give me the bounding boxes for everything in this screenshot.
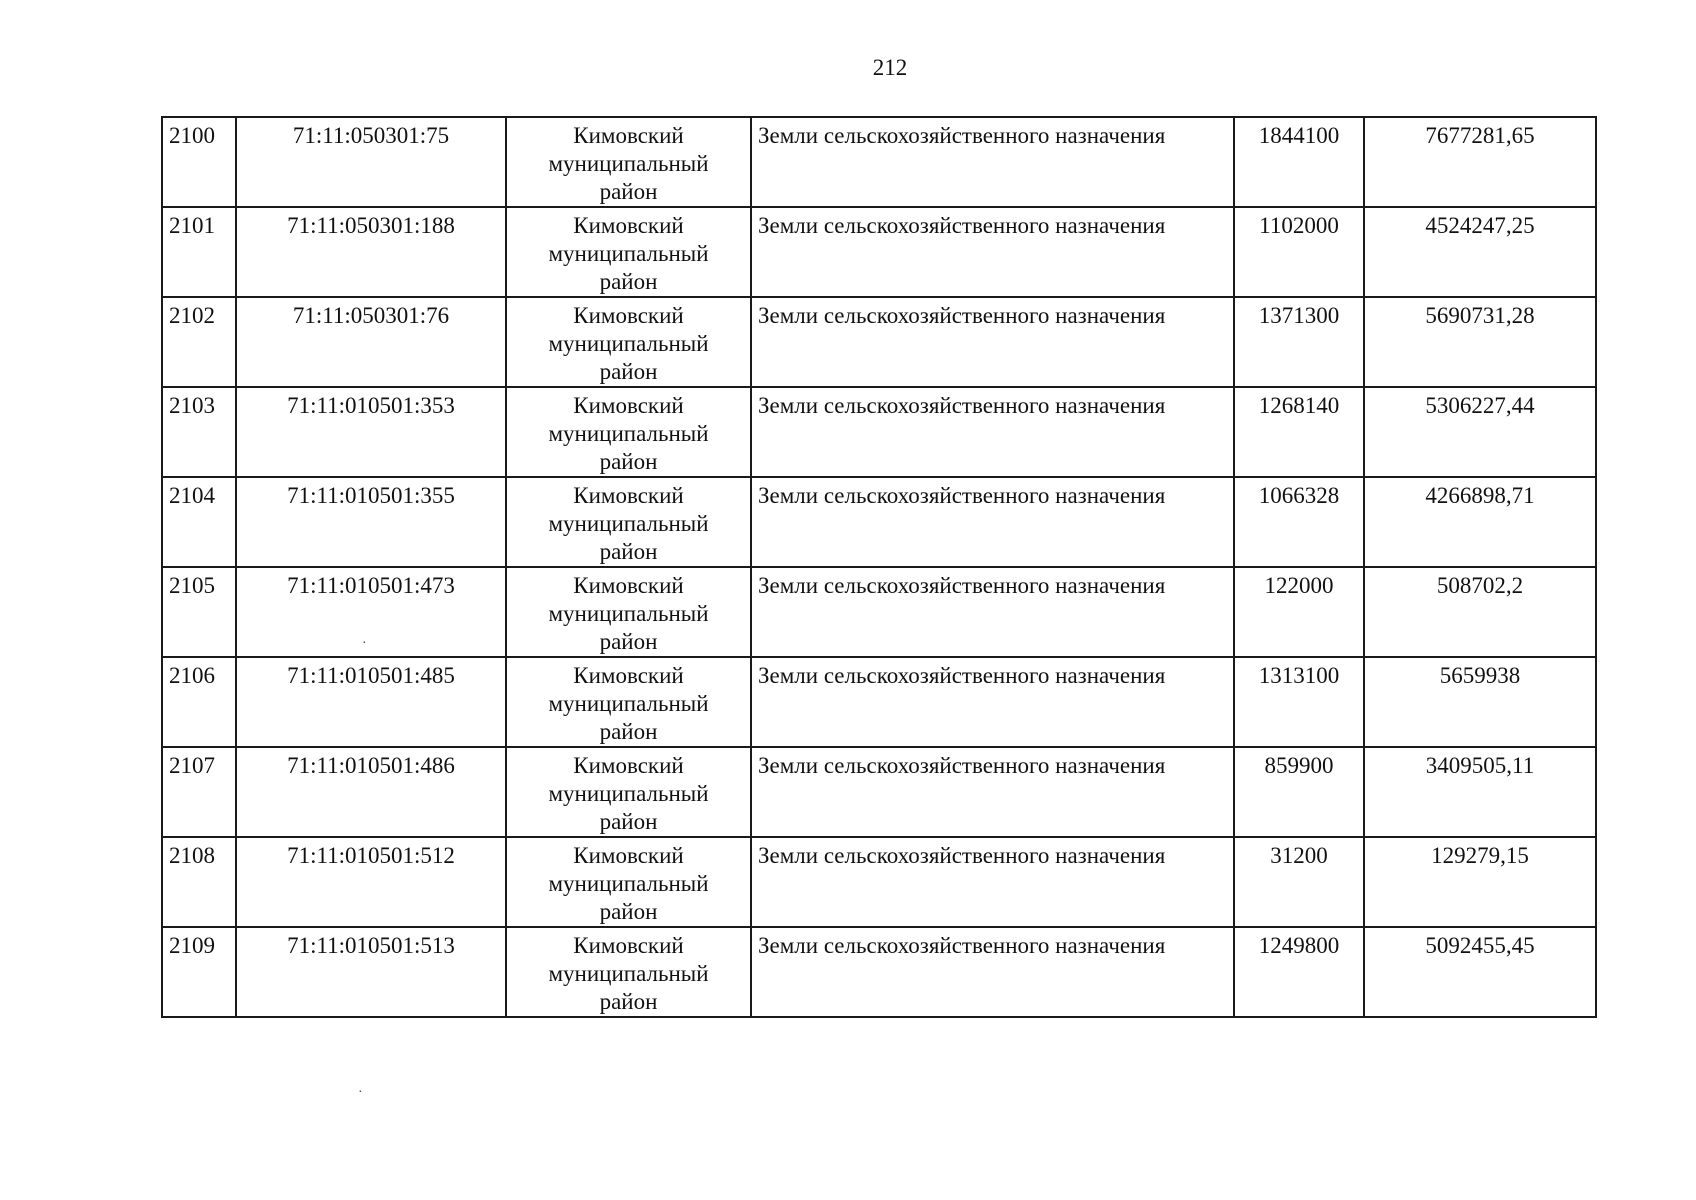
table-row xyxy=(162,927,1596,1017)
district-line: муниципальный xyxy=(548,151,709,176)
row-number-cell: 2102 xyxy=(162,297,236,387)
district-line: Кимовский xyxy=(573,213,684,238)
area-cell: 1066328 xyxy=(1234,477,1364,567)
row-number-cell: 2109 xyxy=(162,927,236,1017)
district-line: Кимовский xyxy=(573,483,684,508)
land-registry-table xyxy=(161,116,1597,1018)
cadastral-value-cell: 5306227,44 xyxy=(1364,387,1596,477)
cadastral-number-cell: 71:11:010501:485 xyxy=(236,657,506,747)
cadastral-value-cell: 508702,2 xyxy=(1364,567,1596,657)
district-line: Кимовский xyxy=(573,843,684,868)
district-line: муниципальный xyxy=(548,961,709,986)
district-line: Кимовский xyxy=(573,663,684,688)
cadastral-number-cell: 71:11:010501:473 xyxy=(236,567,506,657)
district-line: район xyxy=(599,539,658,564)
district-cell xyxy=(506,207,751,297)
cadastral-number-cell: 71:11:010501:513 xyxy=(236,927,506,1017)
district-line: Кимовский xyxy=(573,753,684,778)
district-line: муниципальный xyxy=(548,511,709,536)
cadastral-value-cell: 5690731,28 xyxy=(1364,297,1596,387)
land-category-cell: Земли сельскохозяйственного назначения xyxy=(751,657,1234,747)
district-cell xyxy=(506,297,751,387)
district-line: Кимовский xyxy=(573,303,684,328)
district-line: Кимовский xyxy=(573,393,684,418)
area-cell: 122000 xyxy=(1234,567,1364,657)
row-number-cell: 2105 xyxy=(162,567,236,657)
cadastral-value-cell: 5092455,45 xyxy=(1364,927,1596,1017)
table-row xyxy=(162,477,1596,567)
table-row xyxy=(162,657,1596,747)
area-cell: 859900 xyxy=(1234,747,1364,837)
district-cell xyxy=(506,657,751,747)
district-line: район xyxy=(599,809,658,834)
row-number-cell: 2108 xyxy=(162,837,236,927)
district-line: район xyxy=(599,719,658,744)
district-line: район xyxy=(599,629,658,654)
district-line: муниципальный xyxy=(548,331,709,356)
district-cell xyxy=(506,387,751,477)
land-category-cell: Земли сельскохозяйственного назначения xyxy=(751,747,1234,837)
cadastral-number-cell: 71:11:010501:355 xyxy=(236,477,506,567)
cadastral-number-cell: 71:11:050301:76 xyxy=(236,297,506,387)
scan-speck: · xyxy=(362,636,367,651)
row-number-cell: 2100 xyxy=(162,117,236,207)
land-category-cell: Земли сельскохозяйственного назначения xyxy=(751,837,1234,927)
row-number-cell: 2107 xyxy=(162,747,236,837)
cadastral-number-cell: 71:11:050301:188 xyxy=(236,207,506,297)
district-line: муниципальный xyxy=(548,601,709,626)
district-line: муниципальный xyxy=(548,241,709,266)
cadastral-value-cell: 7677281,65 xyxy=(1364,117,1596,207)
district-line: Кимовский xyxy=(573,573,684,598)
district-line: район xyxy=(599,359,658,384)
area-cell: 1371300 xyxy=(1234,297,1364,387)
land-category-cell: Земли сельскохозяйственного назначения xyxy=(751,207,1234,297)
district-cell xyxy=(506,477,751,567)
table-row xyxy=(162,567,1596,657)
land-category-cell: Земли сельскохозяйственного назначения xyxy=(751,477,1234,567)
table-row xyxy=(162,747,1596,837)
district-line: район xyxy=(599,179,658,204)
land-category-cell: Земли сельскохозяйственного назначения xyxy=(751,567,1234,657)
district-line: муниципальный xyxy=(548,871,709,896)
district-line: район xyxy=(599,989,658,1014)
area-cell: 1313100 xyxy=(1234,657,1364,747)
row-number-cell: 2101 xyxy=(162,207,236,297)
scan-speck: · xyxy=(358,1085,363,1100)
district-line: муниципальный xyxy=(548,781,709,806)
row-number-cell: 2103 xyxy=(162,387,236,477)
cadastral-value-cell: 4524247,25 xyxy=(1364,207,1596,297)
cadastral-number-cell: 71:11:010501:512 xyxy=(236,837,506,927)
table-row xyxy=(162,207,1596,297)
land-category-cell: Земли сельскохозяйственного назначения xyxy=(751,927,1234,1017)
district-cell xyxy=(506,927,751,1017)
area-cell: 1268140 xyxy=(1234,387,1364,477)
area-cell: 1249800 xyxy=(1234,927,1364,1017)
district-line: Кимовский xyxy=(573,933,684,958)
land-category-cell: Земли сельскохозяйственного назначения xyxy=(751,117,1234,207)
district-line: муниципальный xyxy=(548,691,709,716)
page-number: 212 xyxy=(872,55,908,80)
district-cell xyxy=(506,567,751,657)
district-line: Кимовский xyxy=(573,123,684,148)
table-row xyxy=(162,297,1596,387)
land-category-cell: Земли сельскохозяйственного назначения xyxy=(751,297,1234,387)
cadastral-number-cell: 71:11:010501:486 xyxy=(236,747,506,837)
district-line: район xyxy=(599,269,658,294)
cadastral-value-cell: 3409505,11 xyxy=(1364,747,1596,837)
area-cell: 31200 xyxy=(1234,837,1364,927)
cadastral-number-cell: 71:11:010501:353 xyxy=(236,387,506,477)
cadastral-number-cell: 71:11:050301:75 xyxy=(236,117,506,207)
table-row xyxy=(162,117,1596,207)
cadastral-value-cell: 5659938 xyxy=(1364,657,1596,747)
district-line: район xyxy=(599,449,658,474)
cadastral-value-cell: 4266898,71 xyxy=(1364,477,1596,567)
district-cell xyxy=(506,117,751,207)
district-cell xyxy=(506,747,751,837)
table-body xyxy=(162,117,1596,1017)
district-line: район xyxy=(599,899,658,924)
table-row xyxy=(162,387,1596,477)
row-number-cell: 2106 xyxy=(162,657,236,747)
district-cell xyxy=(506,837,751,927)
row-number-cell: 2104 xyxy=(162,477,236,567)
district-line: муниципальный xyxy=(548,421,709,446)
area-cell: 1102000 xyxy=(1234,207,1364,297)
land-category-cell: Земли сельскохозяйственного назначения xyxy=(751,387,1234,477)
table-row xyxy=(162,837,1596,927)
cadastral-value-cell: 129279,15 xyxy=(1364,837,1596,927)
area-cell: 1844100 xyxy=(1234,117,1364,207)
